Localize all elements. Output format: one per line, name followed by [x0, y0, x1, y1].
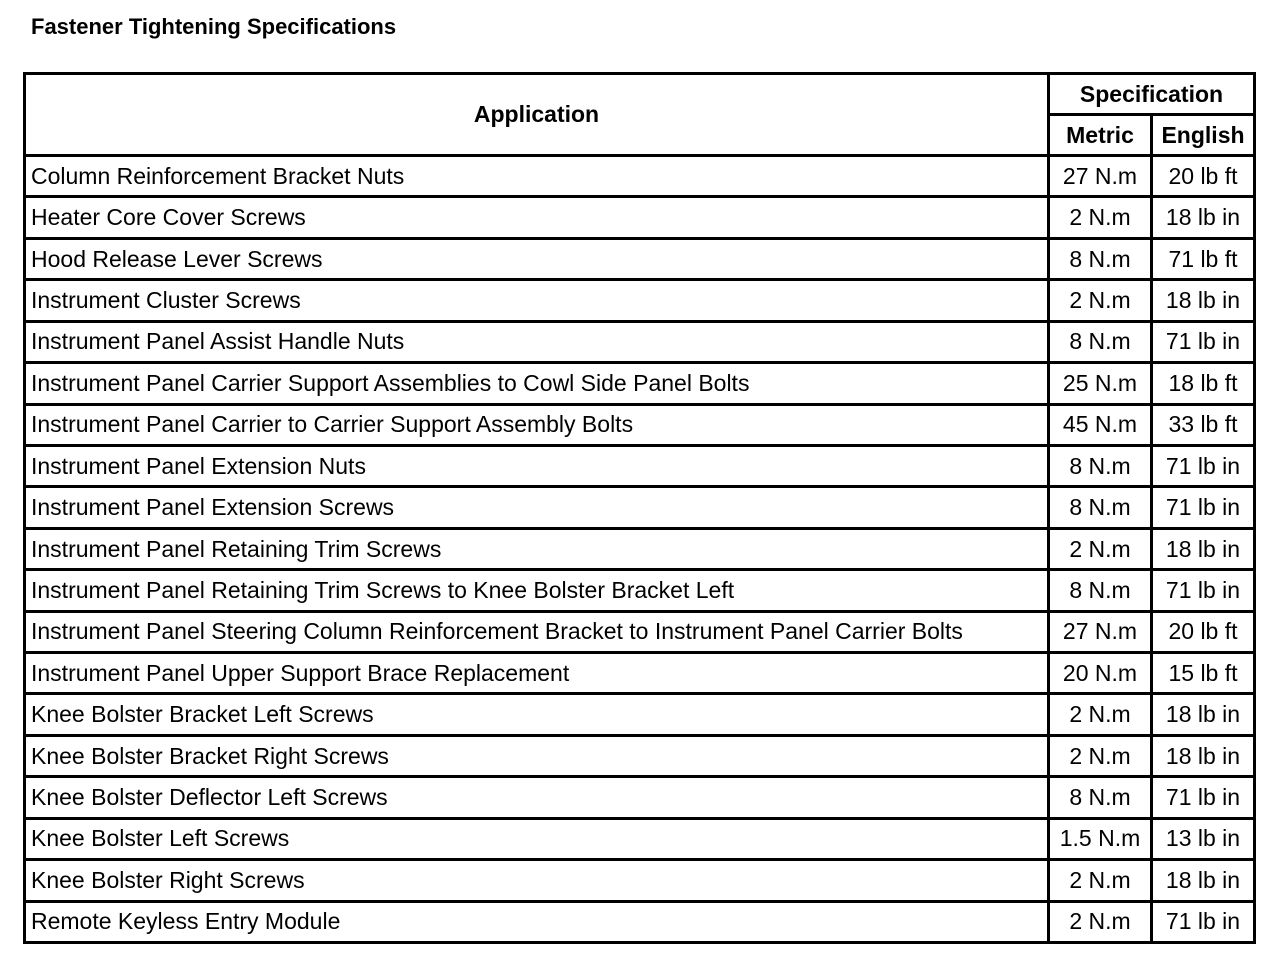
cell-application: Knee Bolster Left Screws — [26, 820, 1050, 861]
cell-english: 71 lb ft — [1153, 240, 1253, 281]
cell-metric: 25 N.m — [1050, 364, 1153, 405]
cell-metric: 27 N.m — [1050, 157, 1153, 198]
cell-metric: 2 N.m — [1050, 861, 1153, 902]
cell-application: Instrument Panel Carrier Support Assemblies to Cowl Side Panel Bolts — [26, 364, 1050, 405]
cell-application: Knee Bolster Bracket Right Screws — [26, 737, 1050, 778]
cell-english: 18 lb in — [1153, 198, 1253, 239]
cell-application: Knee Bolster Deflector Left Screws — [26, 778, 1050, 819]
header-application: Application — [26, 75, 1050, 157]
table-row — [26, 198, 1253, 239]
cell-english: 20 lb ft — [1153, 157, 1253, 198]
table-row — [26, 820, 1253, 861]
cell-english: 18 lb in — [1153, 737, 1253, 778]
cell-application: Instrument Panel Extension Nuts — [26, 447, 1050, 488]
header-specification: Specification — [1050, 75, 1253, 116]
cell-application: Knee Bolster Bracket Left Screws — [26, 695, 1050, 736]
table-row — [26, 281, 1253, 322]
table-row — [26, 406, 1253, 447]
cell-application: Remote Keyless Entry Module — [26, 903, 1050, 941]
cell-english: 15 lb ft — [1153, 654, 1253, 695]
cell-metric: 2 N.m — [1050, 695, 1153, 736]
cell-metric: 27 N.m — [1050, 613, 1153, 654]
table-row — [26, 447, 1253, 488]
cell-english: 18 lb ft — [1153, 364, 1253, 405]
cell-english: 20 lb ft — [1153, 613, 1253, 654]
header-english: English — [1153, 116, 1253, 157]
cell-english: 71 lb in — [1153, 323, 1253, 364]
cell-english: 18 lb in — [1153, 281, 1253, 322]
cell-application: Instrument Panel Upper Support Brace Replacement — [26, 654, 1050, 695]
cell-application: Column Reinforcement Bracket Nuts — [26, 157, 1050, 198]
cell-english: 71 lb in — [1153, 571, 1253, 612]
cell-application: Instrument Panel Retaining Trim Screws — [26, 530, 1050, 571]
cell-application: Knee Bolster Right Screws — [26, 861, 1050, 902]
cell-metric: 2 N.m — [1050, 198, 1153, 239]
cell-metric: 2 N.m — [1050, 737, 1153, 778]
cell-application: Instrument Panel Extension Screws — [26, 488, 1050, 529]
cell-application: Instrument Panel Assist Handle Nuts — [26, 323, 1050, 364]
cell-application: Instrument Panel Retaining Trim Screws to Knee Bolster Bracket Left — [26, 571, 1050, 612]
document-title: Fastener Tightening Specifications — [31, 14, 397, 39]
table-row — [26, 778, 1253, 819]
cell-metric: 8 N.m — [1050, 240, 1153, 281]
cell-metric: 8 N.m — [1050, 778, 1153, 819]
cell-english: 33 lb ft — [1153, 406, 1253, 447]
cell-english: 18 lb in — [1153, 530, 1253, 571]
cell-metric: 2 N.m — [1050, 530, 1153, 571]
cell-metric: 20 N.m — [1050, 654, 1153, 695]
table-row — [26, 157, 1253, 198]
cell-english: 13 lb in — [1153, 820, 1253, 861]
table-row — [26, 364, 1253, 405]
cell-application: Instrument Panel Steering Column Reinforcement Bracket to Instrument Panel Carrier Bolts — [26, 613, 1050, 654]
cell-english: 18 lb in — [1153, 695, 1253, 736]
cell-metric: 2 N.m — [1050, 903, 1153, 941]
table-header — [26, 75, 1253, 157]
table-row — [26, 903, 1253, 941]
fastener-spec-table — [23, 72, 1256, 944]
table-row — [26, 613, 1253, 654]
table-row — [26, 737, 1253, 778]
table-row — [26, 861, 1253, 902]
table-row — [26, 323, 1253, 364]
table-row — [26, 240, 1253, 281]
cell-application: Instrument Cluster Screws — [26, 281, 1050, 322]
cell-application: Hood Release Lever Screws — [26, 240, 1050, 281]
cell-english: 71 lb in — [1153, 778, 1253, 819]
table-row — [26, 488, 1253, 529]
cell-metric: 8 N.m — [1050, 323, 1153, 364]
cell-english: 71 lb in — [1153, 447, 1253, 488]
table-row — [26, 571, 1253, 612]
cell-metric: 8 N.m — [1050, 571, 1153, 612]
cell-metric: 8 N.m — [1050, 488, 1153, 529]
cell-metric: 2 N.m — [1050, 281, 1153, 322]
cell-english: 71 lb in — [1153, 488, 1253, 529]
table-row — [26, 695, 1253, 736]
table-row — [26, 530, 1253, 571]
cell-application: Instrument Panel Carrier to Carrier Support Assembly Bolts — [26, 406, 1050, 447]
header-metric: Metric — [1050, 116, 1153, 157]
table-body — [26, 157, 1253, 941]
cell-metric: 8 N.m — [1050, 447, 1153, 488]
cell-metric: 1.5 N.m — [1050, 820, 1153, 861]
table-row — [26, 654, 1253, 695]
cell-metric: 45 N.m — [1050, 406, 1153, 447]
cell-application: Heater Core Cover Screws — [26, 198, 1050, 239]
cell-english: 18 lb in — [1153, 861, 1253, 902]
cell-english: 71 lb in — [1165, 908, 1241, 935]
